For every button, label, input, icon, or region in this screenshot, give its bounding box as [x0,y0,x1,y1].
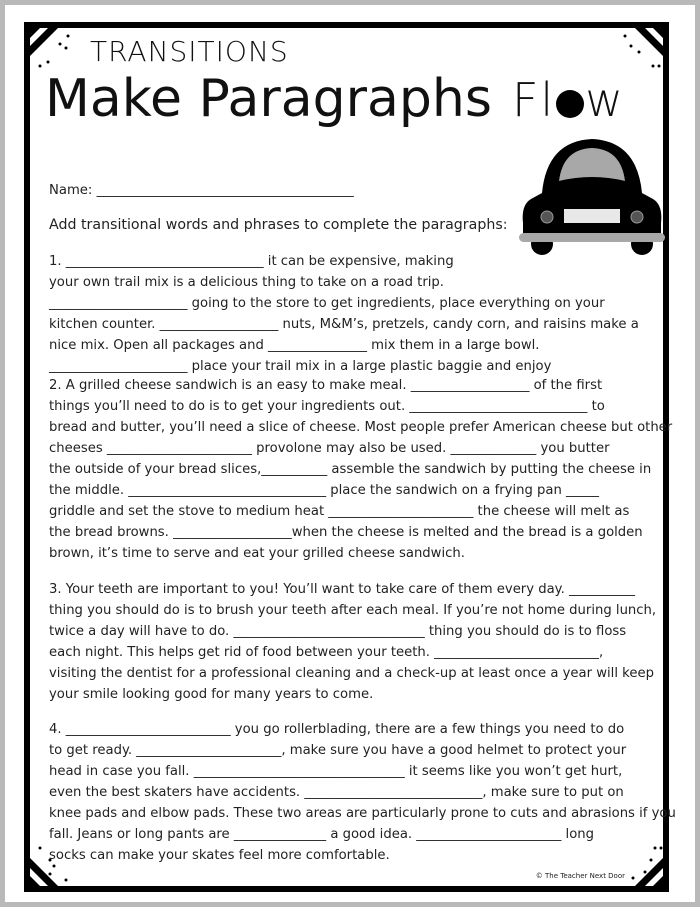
paragraph-line: brown, it’s time to serve and eat your grilled cheese sandwich. [49,546,465,561]
paragraph-line: _____________________ place your trail mix in a large plastic baggie and enjoy [49,359,552,374]
filled-circle-icon [556,90,584,118]
paragraph-line: nice mix. Open all packages and _______________ mix them in a large bowl. [49,338,540,353]
paragraph-line: the middle. ______________________________ place the sandwich on a frying pan _____ [49,483,600,498]
paragraph-line: your smile looking good for many years to come. [49,687,374,702]
paragraph-line: fall. Jeans or long pants are ______________ a good idea. ______________________ long [49,827,595,842]
paragraph-4 [49,719,676,866]
paragraph-line: 1. ______________________________ it can be expensive, making [49,254,454,269]
worksheet-title [45,69,625,130]
copyright-notice: © The Teacher Next Door [535,872,625,880]
paragraph-line: _____________________ going to the store to get ingredients, place everything on your [49,296,605,311]
paragraph-line: 4. _________________________ you go rollerblading, there are a few things you need to do [49,722,625,737]
paragraph-line: griddle and set the stove to medium heat ______________________ the cheese will melt as [49,504,630,519]
paragraph-line: knee pads and elbow pads. These two areas are particularly prone to cuts and abrasions if you [49,806,676,821]
paragraph-line: kitchen counter. __________________ nuts, M&M’s, pretzels, candy corn, and raisins make a [49,317,639,332]
worksheet-kicker: TRANSITIONS [90,35,289,68]
paragraph-line: bread and butter, you’ll need a slice of cheese. Most people prefer American cheese but other [49,420,673,435]
car-icon [517,133,667,255]
paragraph-line: visiting the dentist for a professional cleaning and a check-up at least once a year will keep [49,666,654,681]
title-accent: Fl w [511,73,625,127]
paragraph-line: things you’ll need to do is to get your ingredients out. ___________________________ to [49,399,605,414]
instructions: Add transitional words and phrases to complete the paragraphs: [49,217,508,233]
paragraph-2 [49,375,673,564]
paragraph-line: cheeses ______________________ provolone may also be used. _____________ you butter [49,441,610,456]
paragraph-3 [49,579,664,705]
paragraph-line: 3. Your teeth are important to you! You’ll want to take care of them every day. __________ [49,582,635,597]
paragraph-1 [49,251,664,377]
paragraph-line: to get ready. ______________________, make sure you have a good helmet to protect your [49,743,627,758]
paragraph-line: the outside of your bread slices,__________ assemble the sandwich by putting the cheese in [49,462,652,477]
title-main: Make Paragraphs [45,69,492,129]
paragraph-line: the bread browns. __________________when the cheese is melted and the bread is a golden [49,525,643,540]
paragraph-line: 2. A grilled cheese sandwich is an easy to make meal. __________________ of the first [49,378,603,393]
name-blank[interactable]: _______________________________________ [96,183,354,198]
paragraph-line: twice a day will have to do. _____________________________ thing you should do is to floss [49,624,627,639]
worksheet-page [5,5,695,902]
name-label: Name: [49,183,93,198]
paragraph-line: socks can make your skates feel more comfortable. [49,848,390,863]
paragraph-line: each night. This helps get rid of food between your teeth. _________________________, [49,645,604,660]
paragraph-line: even the best skaters have accidents. ___________________________, make sure to put on [49,785,624,800]
paragraph-line: your own trail mix is a delicious thing to take on a road trip. [49,275,444,290]
name-field[interactable] [49,180,354,201]
paragraph-line: thing you should do is to brush your teeth after each meal. If you’re not home during lunch, [49,603,657,618]
paragraph-line: head in case you fall. ________________________________ it seems like you won’t get hurt, [49,764,623,779]
